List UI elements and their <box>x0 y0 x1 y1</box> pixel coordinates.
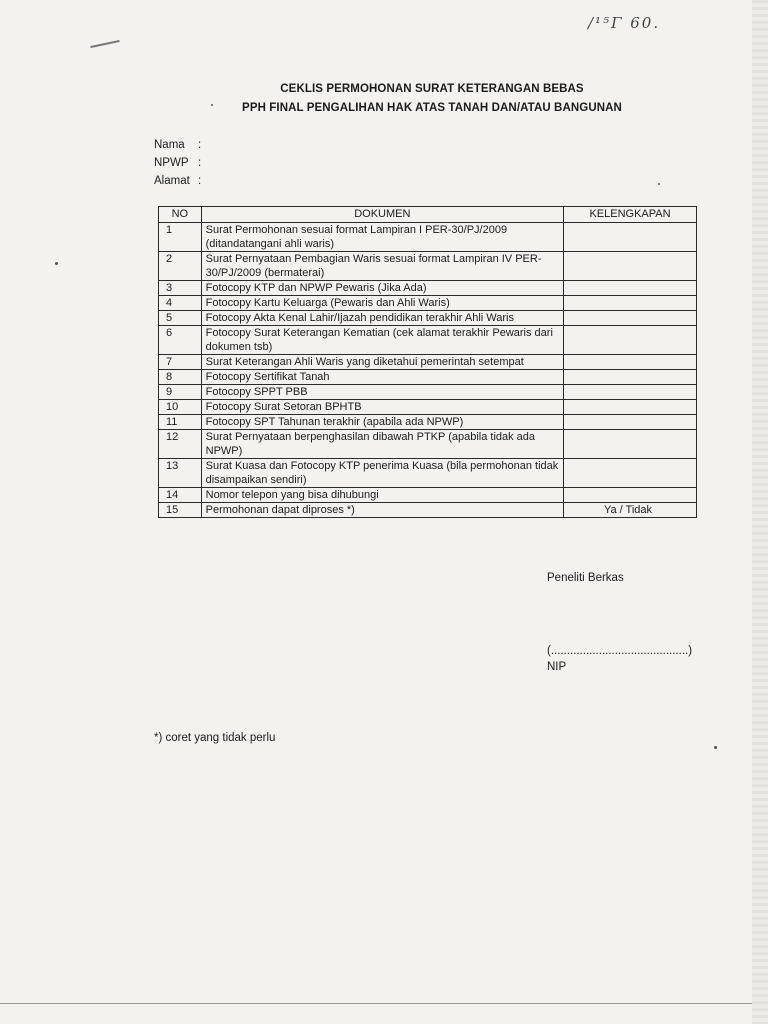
table-row <box>159 223 697 252</box>
row-number: 6 <box>159 326 202 355</box>
row-number: 5 <box>159 311 202 326</box>
handwritten-note: /¹⁵Γ 60. <box>588 14 661 32</box>
table-row <box>159 281 697 296</box>
scan-edge-right <box>752 0 768 1024</box>
table-row <box>159 326 697 355</box>
row-completeness-cell <box>564 400 697 415</box>
field-separator: : <box>198 175 202 187</box>
row-completeness-cell <box>564 326 697 355</box>
field-npwp <box>154 157 201 169</box>
field-label: NPWP <box>154 157 189 169</box>
row-number: 8 <box>159 370 202 385</box>
field-alamat <box>154 175 201 187</box>
document-title-line-1: CEKLIS PERMOHONAN SURAT KETERANGAN BEBAS <box>280 83 584 95</box>
row-document: Permohonan dapat diproses *) <box>201 503 563 518</box>
scan-speck <box>55 262 58 265</box>
row-completeness-cell <box>564 370 697 385</box>
signer-nip-label: NIP <box>547 661 567 673</box>
row-document: Fotocopy Sertifikat Tanah <box>201 370 563 385</box>
signer-title: Peneliti Berkas <box>547 572 624 584</box>
field-label: Alamat <box>154 175 190 187</box>
field-separator: : <box>198 157 202 169</box>
row-completeness-cell <box>564 459 697 488</box>
row-document: Fotocopy Surat Keterangan Kematian (cek alamat terakhir Pewaris dari dokumen tsb) <box>201 326 563 355</box>
row-completeness-cell <box>564 252 697 281</box>
row-document: Nomor telepon yang bisa dihubungi <box>201 488 563 503</box>
table-row <box>159 415 697 430</box>
row-completeness-cell <box>564 430 697 459</box>
row-completeness-cell <box>564 223 697 252</box>
row-number: 13 <box>159 459 202 488</box>
scan-speck <box>211 104 213 106</box>
row-document: Surat Pernyataan Pembagian Waris sesuai format Lampiran IV PER-30/PJ/2009 (bermaterai) <box>201 252 563 281</box>
table-row <box>159 459 697 488</box>
row-completeness-cell: Ya / Tidak <box>564 503 697 518</box>
scan-speck <box>658 183 660 185</box>
table-row <box>159 385 697 400</box>
row-document: Fotocopy SPPT PBB <box>201 385 563 400</box>
row-number: 7 <box>159 355 202 370</box>
column-header-dokumen: DOKUMEN <box>201 207 563 223</box>
table-row <box>159 400 697 415</box>
table-row <box>159 503 697 518</box>
row-number: 14 <box>159 488 202 503</box>
row-number: 11 <box>159 415 202 430</box>
row-number: 4 <box>159 296 202 311</box>
field-label: Nama <box>154 139 185 151</box>
table-row <box>159 430 697 459</box>
row-completeness-cell <box>564 296 697 311</box>
table-row <box>159 311 697 326</box>
row-completeness-cell <box>564 281 697 296</box>
table-header-row <box>159 207 697 223</box>
document-title-line-2: PPH FINAL PENGALIHAN HAK ATAS TANAH DAN/ATAU BANGUNAN <box>242 102 622 114</box>
row-number: 15 <box>159 503 202 518</box>
row-document: Fotocopy Kartu Keluarga (Pewaris dan Ahli Waris) <box>201 296 563 311</box>
row-document: Fotocopy Surat Setoran BPHTB <box>201 400 563 415</box>
row-document: Surat Kuasa dan Fotocopy KTP penerima Kuasa (bila permohonan tidak disampaikan sendiri) <box>201 459 563 488</box>
table-row <box>159 370 697 385</box>
row-number: 9 <box>159 385 202 400</box>
table-row <box>159 355 697 370</box>
field-nama <box>154 139 201 151</box>
table-row <box>159 296 697 311</box>
row-number: 2 <box>159 252 202 281</box>
scan-mark <box>90 40 120 48</box>
row-number: 1 <box>159 223 202 252</box>
row-document: Surat Keterangan Ahli Waris yang diketahui pemerintah setempat <box>201 355 563 370</box>
row-document: Fotocopy Akta Kenal Lahir/Ijazah pendidikan terakhir Ahli Waris <box>201 311 563 326</box>
row-number: 12 <box>159 430 202 459</box>
column-header-no: NO <box>159 207 202 223</box>
footnote: *) coret yang tidak perlu <box>154 732 276 744</box>
row-completeness-cell <box>564 385 697 400</box>
checklist-table <box>158 206 697 518</box>
table-row <box>159 488 697 503</box>
row-completeness-cell <box>564 355 697 370</box>
row-document: Surat Pernyataan berpenghasilan dibawah PTKP (apabila tidak ada NPWP) <box>201 430 563 459</box>
row-document: Fotocopy SPT Tahunan terakhir (apabila ada NPWP) <box>201 415 563 430</box>
column-header-kelengkapan: KELENGKAPAN <box>564 207 697 223</box>
row-completeness-cell <box>564 488 697 503</box>
row-completeness-cell <box>564 311 697 326</box>
scan-speck <box>714 746 717 749</box>
signer-name-blank: (...........................................) <box>547 645 693 657</box>
scan-edge-bottom <box>0 1003 752 1004</box>
row-number: 10 <box>159 400 202 415</box>
row-number: 3 <box>159 281 202 296</box>
row-completeness-cell <box>564 415 697 430</box>
row-document: Surat Permohonan sesuai format Lampiran I PER-30/PJ/2009 (ditandatangani ahli waris) <box>201 223 563 252</box>
field-separator: : <box>198 139 202 151</box>
table-row <box>159 252 697 281</box>
row-document: Fotocopy KTP dan NPWP Pewaris (Jika Ada) <box>201 281 563 296</box>
